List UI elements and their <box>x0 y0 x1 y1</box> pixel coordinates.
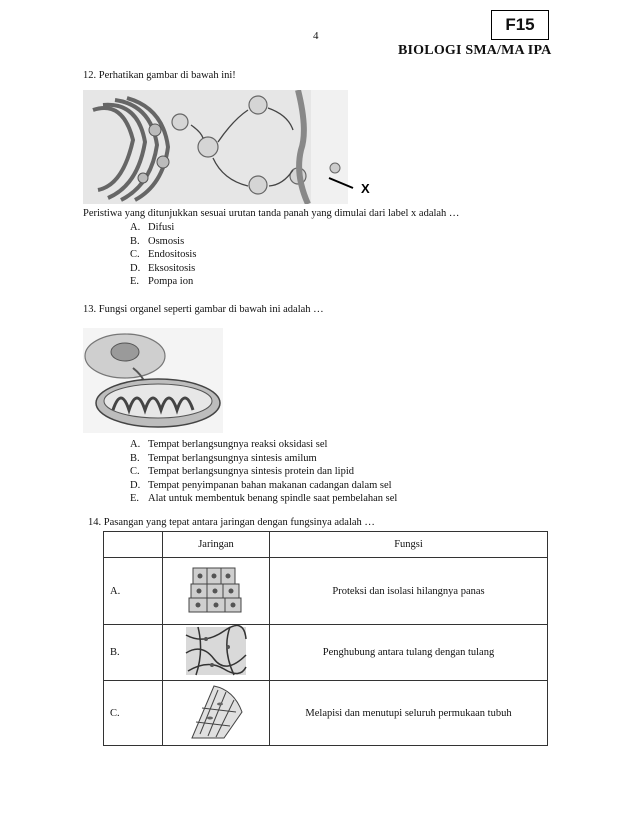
tissue-image-a <box>163 558 270 625</box>
q14-prompt: 14. Pasangan yang tepat antara jaringan dengan fungsinya adalah … <box>88 517 375 528</box>
connective-tissue-image <box>184 625 248 677</box>
function-b: Penghubung antara tulang dengan tulang <box>270 625 548 681</box>
tissue-function-table <box>103 531 548 746</box>
q13-option-b[interactable]: B. Tempat berlangsungnya sintesis amilum <box>130 452 317 464</box>
row-letter: C. <box>104 681 163 746</box>
q12-question: Peristiwa yang ditunjukkan sesuai urutan tanda panah yang dimulai dari label x adalah … <box>83 208 460 219</box>
q12-option-c[interactable]: C. Endositosis <box>130 249 197 261</box>
table-row[interactable] <box>104 681 548 746</box>
q13-option-e[interactable]: E. Alat untuk membentuk benang spindle saat pembelahan sel <box>130 493 398 505</box>
header-fungsi: Fungsi <box>270 532 548 558</box>
q12-options <box>130 221 196 289</box>
function-c: Melapisi dan menutupi seluruh permukaan tubuh <box>270 681 548 746</box>
epithelial-tissue-image <box>181 560 251 620</box>
page-number: 4 <box>313 30 319 42</box>
q12-option-d[interactable]: D. Eksositosis <box>130 262 196 274</box>
q13-option-d[interactable]: D. Tempat penyimpanan bahan makanan cadangan dalam sel <box>130 479 392 491</box>
figure-label-x: X <box>361 181 370 196</box>
header-jaringan: Jaringan <box>163 532 270 558</box>
golgi-endocytosis-figure <box>83 90 378 204</box>
q12-option-b[interactable]: B. Osmosis <box>130 235 185 247</box>
row-letter: B. <box>104 625 163 681</box>
q12-option-a[interactable]: A. Difusi <box>130 222 175 233</box>
q13-option-a[interactable]: A. Tempat berlangsungnya reaksi oksidasi sel <box>130 439 328 450</box>
table-row[interactable] <box>104 558 548 625</box>
table-header-row <box>104 532 548 558</box>
exam-code-box: F15 <box>491 10 549 40</box>
q12-option-e[interactable]: E. Pompa ion <box>130 276 194 288</box>
subject-title: BIOLOGI SMA/MA IPA <box>398 43 552 58</box>
tissue-image-b <box>163 625 270 681</box>
q13-prompt: 13. Fungsi organel seperti gambar di bawah ini adalah … <box>83 304 324 315</box>
q13-options <box>130 438 397 506</box>
q12-prompt: 12. Perhatikan gambar di bawah ini! <box>83 70 236 81</box>
muscle-tissue-image <box>184 682 248 742</box>
row-letter: A. <box>104 558 163 625</box>
function-a: Proteksi dan isolasi hilangnya panas <box>270 558 548 625</box>
q13-option-c[interactable]: C. Tempat berlangsungnya sintesis protein dan lipid <box>130 466 355 478</box>
mitochondria-figure <box>83 328 228 436</box>
tissue-image-c <box>163 681 270 746</box>
table-row[interactable] <box>104 625 548 681</box>
